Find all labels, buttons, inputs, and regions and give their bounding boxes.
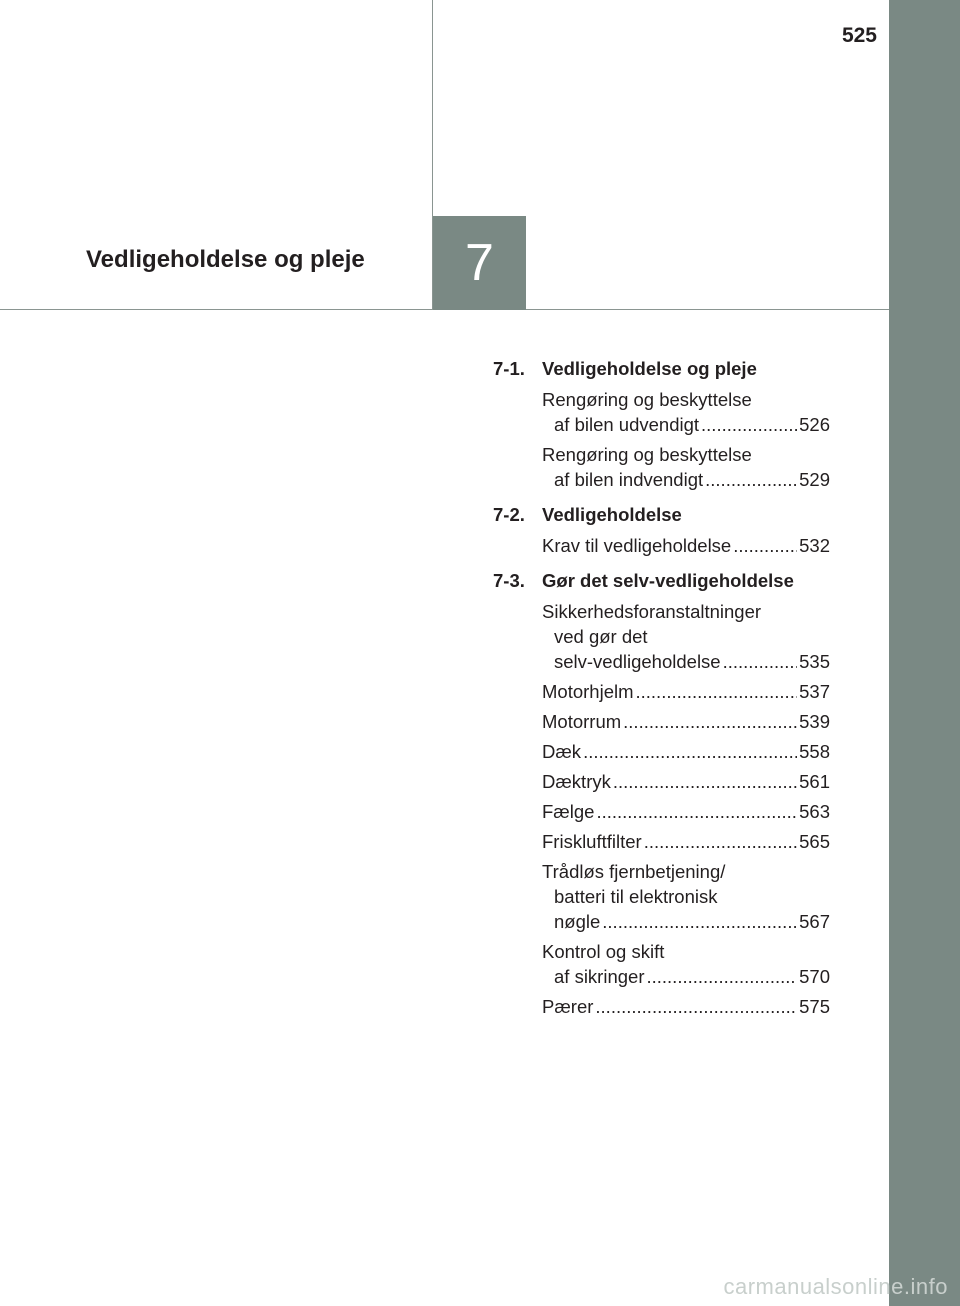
dot-leader — [583, 739, 797, 764]
toc-entry[interactable] — [542, 599, 830, 674]
entry-title: af sikringer — [554, 966, 645, 987]
entry-page-number: 539 — [799, 711, 830, 732]
section-number: 7-1. — [493, 358, 525, 379]
toc-entry[interactable] — [542, 679, 830, 704]
table-of-contents — [493, 356, 830, 1029]
dot-leader — [613, 769, 797, 794]
entry-title-line: batteri til elektronisk — [554, 886, 718, 907]
entry-title: nøgle — [554, 911, 601, 932]
section-title: Vedligeholdelse — [542, 504, 682, 525]
chapter-number-box — [433, 216, 526, 310]
entry-last-line — [542, 467, 830, 492]
entry-page-number: 567 — [799, 911, 830, 932]
section-number: 7-3. — [493, 570, 525, 591]
dot-leader — [705, 467, 797, 492]
chapter-title: Vedligeholdelse og pleje — [86, 246, 365, 273]
entry-page-number: 537 — [799, 681, 830, 702]
entry-title-line: Kontrol og skift — [542, 941, 665, 962]
toc-entry[interactable] — [542, 533, 830, 558]
entry-last-line — [542, 649, 830, 674]
toc-entry[interactable] — [542, 829, 830, 854]
dot-leader — [623, 709, 797, 734]
entry-page-number: 558 — [799, 741, 830, 762]
entry-page-number: 575 — [799, 996, 830, 1017]
entry-title-line: ved gør det — [554, 626, 648, 647]
entry-last-line — [542, 739, 830, 764]
entry-page-number: 565 — [799, 831, 830, 852]
dot-leader — [701, 412, 797, 437]
side-tab — [889, 0, 960, 1306]
toc-entry[interactable] — [542, 939, 830, 989]
entry-page-number: 561 — [799, 771, 830, 792]
entry-title: af bilen indvendigt — [554, 469, 704, 490]
watermark: carmanualsonline.info — [723, 1274, 948, 1299]
entry-title: selv-vedligeholdelse — [554, 651, 721, 672]
section-heading — [493, 356, 830, 381]
entry-last-line — [542, 909, 830, 934]
dot-leader — [595, 994, 797, 1019]
section-title: Vedligeholdelse og pleje — [542, 358, 757, 379]
chapter-number: 7 — [465, 234, 494, 292]
entry-title: Dæktryk — [542, 771, 611, 792]
entry-title: Motorrum — [542, 711, 622, 732]
toc-section — [493, 502, 830, 558]
toc-entry[interactable] — [542, 442, 830, 492]
entry-page-number: 535 — [799, 651, 830, 672]
dot-leader — [602, 909, 797, 934]
toc-entry[interactable] — [542, 859, 830, 934]
page-number: 525 — [841, 24, 877, 47]
toc-section — [493, 568, 830, 1019]
entry-page-number: 526 — [799, 414, 830, 435]
entry-last-line — [542, 964, 830, 989]
entry-last-line — [542, 799, 830, 824]
entry-last-line — [542, 994, 830, 1019]
entry-title: Krav til vedligeholdelse — [542, 535, 732, 556]
entry-title-line: Trådløs fjernbetjening/ — [542, 861, 726, 882]
entry-title: Pærer — [542, 996, 594, 1017]
entry-title: Fælge — [542, 801, 595, 822]
section-number: 7-2. — [493, 504, 525, 525]
entry-page-number: 563 — [799, 801, 830, 822]
toc-entry[interactable] — [542, 709, 830, 734]
section-heading — [493, 568, 830, 593]
dot-leader — [596, 799, 797, 824]
entry-last-line — [542, 709, 830, 734]
entry-last-line — [542, 679, 830, 704]
entry-title: Dæk — [542, 741, 582, 762]
entry-title: af bilen udvendigt — [554, 414, 700, 435]
entry-last-line — [542, 533, 830, 558]
entry-title: Friskluftfilter — [542, 831, 642, 852]
entry-page-number: 532 — [799, 535, 830, 556]
entry-title: Motorhjelm — [542, 681, 634, 702]
toc-entry[interactable] — [542, 739, 830, 764]
toc-entry[interactable] — [542, 994, 830, 1019]
entry-page-number: 570 — [799, 966, 830, 987]
entry-last-line — [542, 769, 830, 794]
dot-leader — [646, 964, 797, 989]
entry-title-line: Rengøring og beskyttelse — [542, 444, 752, 465]
section-heading — [493, 502, 830, 527]
entry-title-line: Sikkerhedsforanstaltninger — [542, 601, 762, 622]
entry-last-line — [542, 412, 830, 437]
section-title: Gør det selv-vedligeholdelse — [542, 570, 794, 591]
dot-leader — [636, 679, 798, 704]
entry-page-number: 529 — [799, 469, 830, 490]
toc-section — [493, 356, 830, 492]
toc-entry[interactable] — [542, 769, 830, 794]
toc-entry[interactable] — [542, 799, 830, 824]
entry-last-line — [542, 829, 830, 854]
dot-leader — [723, 649, 798, 674]
toc-entry[interactable] — [542, 387, 830, 437]
dot-leader — [733, 533, 797, 558]
entry-title-line: Rengøring og beskyttelse — [542, 389, 752, 410]
dot-leader — [644, 829, 797, 854]
